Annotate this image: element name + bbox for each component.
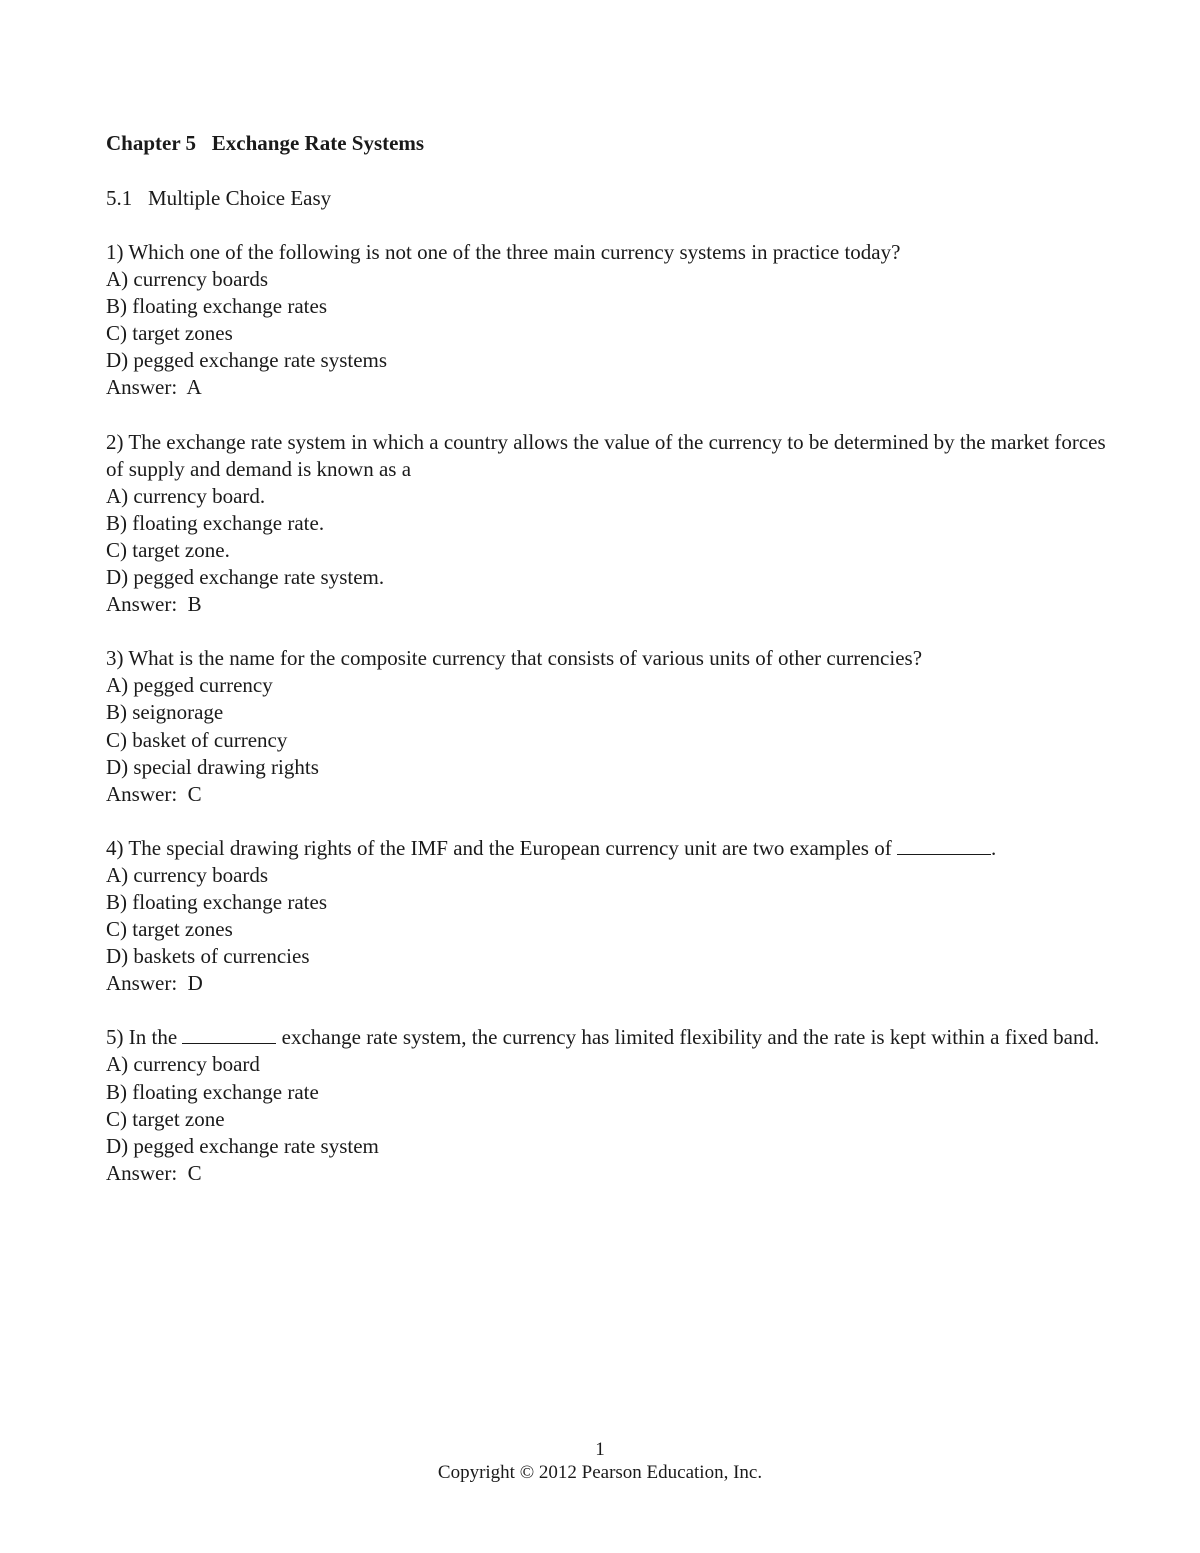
option-d: D) special drawing rights: [106, 754, 319, 779]
option-b: B) floating exchange rate: [106, 1079, 319, 1104]
chapter-title: Chapter 5 Exchange Rate Systems: [106, 131, 425, 155]
option-c: C) target zones: [106, 917, 233, 942]
option-b: B) floating exchange rates: [106, 294, 327, 319]
question-stem: [106, 1024, 1106, 1051]
option-b: B) seignorage: [106, 700, 224, 725]
fill-in-blank: [182, 1026, 276, 1044]
option-c: C) target zone: [106, 1106, 225, 1131]
question-stem: 1) Which one of the following is not one of the three main currency systems in practice today?: [106, 240, 901, 264]
question-stem-end: .: [990, 835, 997, 860]
option-a: A) pegged currency: [106, 673, 273, 698]
answer: Answer: A: [106, 375, 202, 400]
section-title: 5.1 Multiple Choice Easy: [106, 186, 332, 210]
question-stem: [106, 835, 1106, 862]
question-stem-text: 5) In the: [106, 1025, 183, 1050]
option-b: B) floating exchange rate.: [106, 510, 325, 535]
answer: Answer: B: [106, 592, 202, 617]
option-a: A) currency board.: [106, 483, 266, 508]
option-c: C) target zones: [106, 321, 233, 346]
option-a: A) currency board: [106, 1052, 260, 1077]
answer: Answer: D: [106, 971, 203, 996]
question-stem: 2) The exchange rate system in which a country allows the value of the currency to be determined by the market forces of supply and demand is known as a: [106, 429, 1106, 481]
question-5: [106, 1024, 1106, 1187]
option-d: D) pegged exchange rate systems: [106, 348, 388, 373]
question-2: [106, 429, 1106, 619]
copyright-notice: Copyright © 2012 Pearson Education, Inc.: [437, 1462, 763, 1483]
question-3: [106, 645, 1106, 808]
answer: Answer: C: [106, 781, 202, 806]
option-b: B) floating exchange rates: [106, 889, 327, 914]
option-d: D) pegged exchange rate system.: [106, 565, 385, 590]
question-1: [106, 239, 1106, 402]
option-a: A) currency boards: [106, 267, 269, 292]
option-c: C) target zone.: [106, 537, 230, 562]
question-stem: 3) What is the name for the composite currency that consists of various units of other currencies?: [106, 646, 923, 671]
option-d: D) baskets of currencies: [106, 944, 310, 969]
question-stem-text: 4) The special drawing rights of the IMF and the European currency unit are two examples of: [106, 835, 897, 860]
question-4: [106, 835, 1106, 998]
page-number: 1: [595, 1439, 605, 1460]
option-c: C) basket of currency: [106, 727, 288, 752]
option-d: D) pegged exchange rate system: [106, 1133, 379, 1158]
answer: Answer: C: [106, 1160, 202, 1185]
question-stem-end: exchange rate system, the currency has limited flexibility and the rate is kept within a fixed band.: [276, 1025, 1100, 1050]
page-content: [106, 128, 1106, 1187]
option-a: A) currency boards: [106, 862, 269, 887]
fill-in-blank: [897, 837, 991, 855]
